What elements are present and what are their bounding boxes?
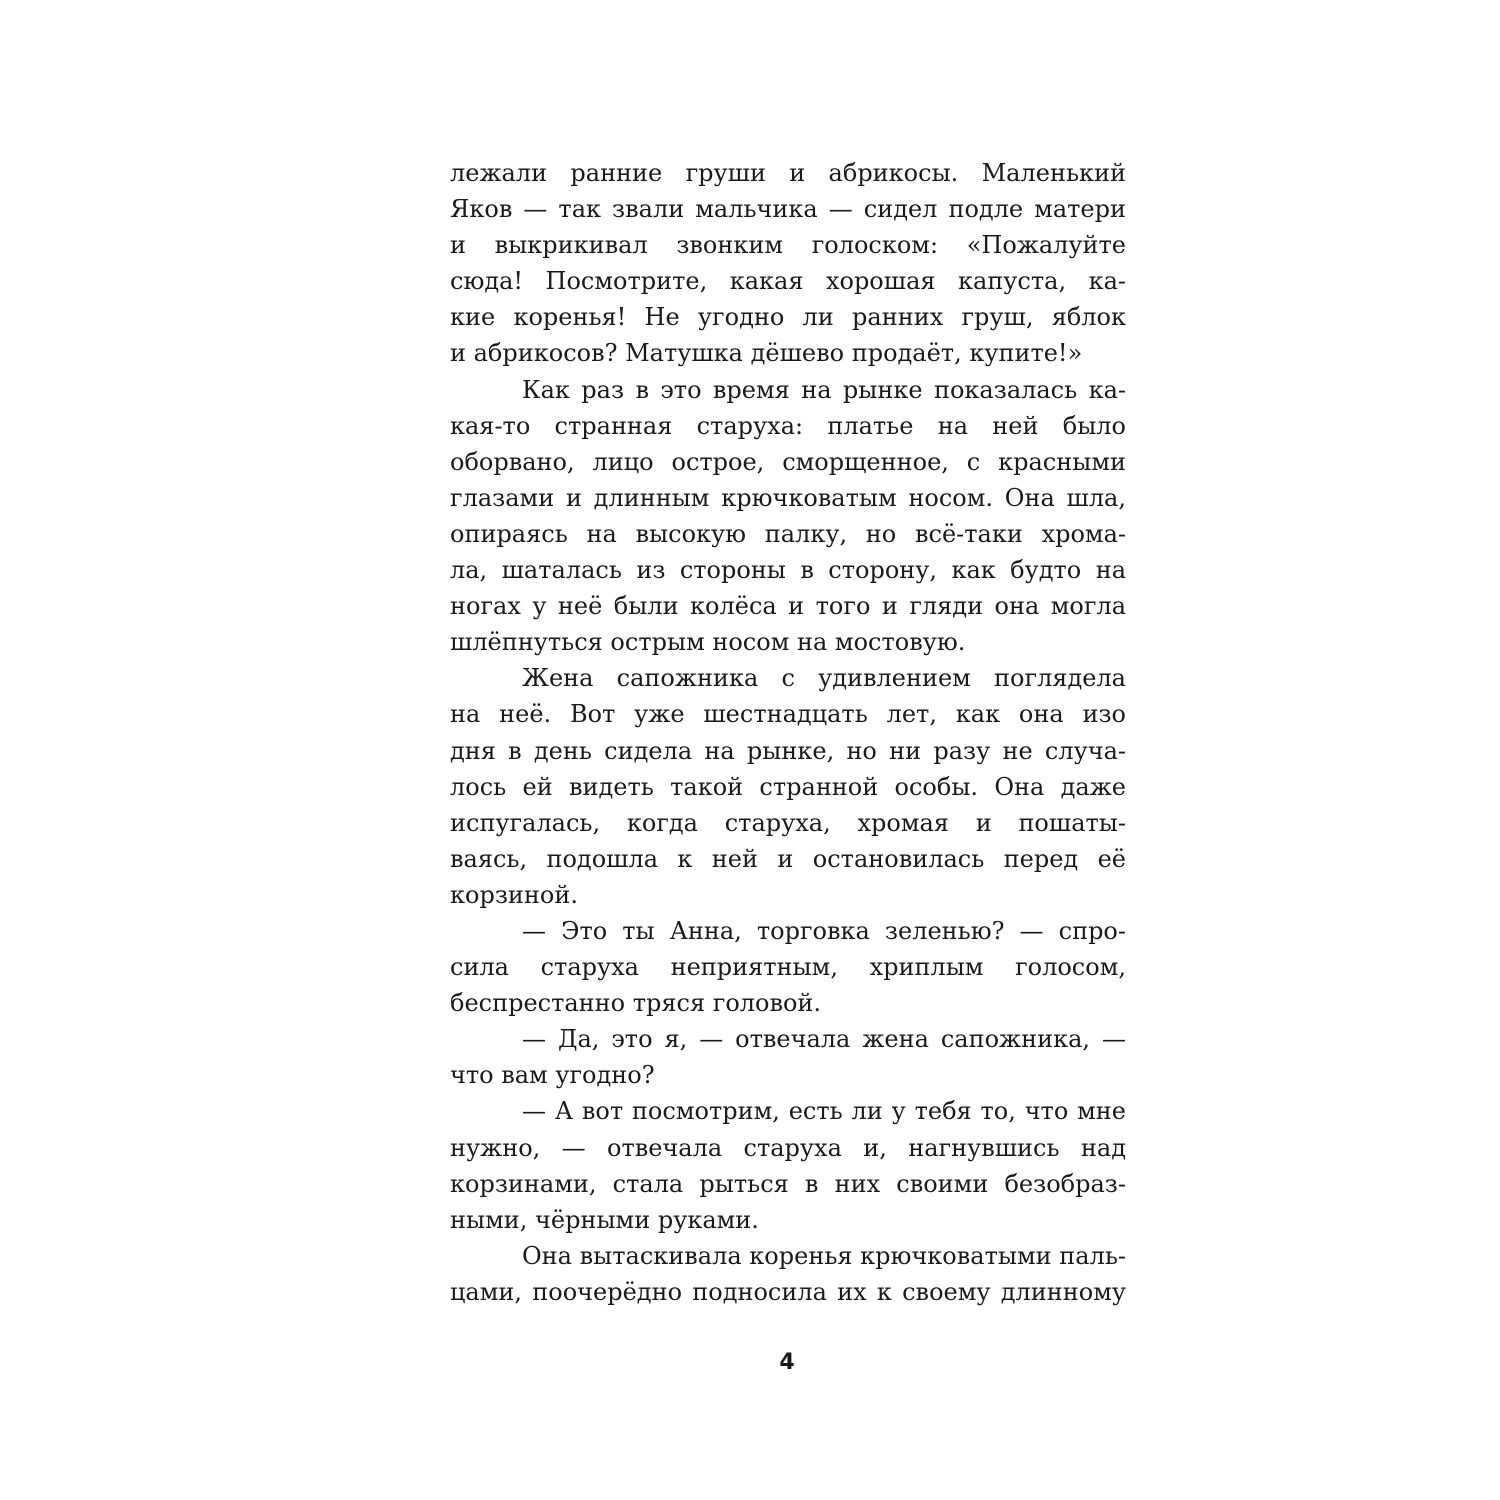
text-line: корзинами, стала рыться в них своими безобраз- — [450, 1169, 1126, 1198]
text-line: сюда! Посмотрите, какая хорошая капуста, ка- — [450, 267, 1126, 296]
text-line: и выкрикивал звонким голоском: «Пожалуйте — [450, 231, 1126, 260]
text-line: что вам угодно? — [450, 1061, 655, 1090]
text-line: сила старуха неприятным, хриплым голосом, — [450, 953, 1126, 982]
text-line: беспрестанно тряся головой. — [450, 989, 822, 1018]
text-line: — А вот посмотрим, есть ли у тебя то, что мне — [522, 1097, 1126, 1126]
text-line: лежали ранние груши и абрикосы. Маленький — [450, 159, 1126, 187]
text-line: ваясь, подошла к ней и остановилась перед её — [450, 844, 1126, 873]
text-line: нужно, — отвечала старуха и, нагнувшись над — [450, 1133, 1126, 1162]
text-line: кая-то странная старуха: платье на ней было — [450, 411, 1126, 440]
text-line: на неё. Вот уже шестнадцать лет, как она изо — [450, 700, 1126, 729]
text-line: Как раз в это время на рынке показалась ка- — [522, 375, 1126, 404]
text-line: испугалась, когда старуха, хромая и пошаты- — [450, 808, 1126, 837]
text-line: кие коренья! Не угодно ли ранних груш, яблок — [450, 303, 1126, 332]
text-line: шлёпнуться острым носом на мостовую. — [450, 628, 966, 657]
book-page-text — [450, 155, 1126, 1310]
text-line: ными, чёрными руками. — [450, 1205, 759, 1234]
text-line: дня в день сидела на рынке, но ни разу не случа- — [450, 736, 1126, 765]
text-line: глазами и длинным крючковатым носом. Она шла, — [450, 483, 1126, 512]
page-number: 4 — [779, 1350, 795, 1375]
text-line: корзиной. — [450, 880, 578, 909]
text-line: ногах у неё были колёса и того и гляди она могла — [450, 592, 1126, 621]
text-line: оборвано, лицо острое, сморщенное, с красными — [450, 447, 1126, 476]
text-line: и абрикосов? Матушка дёшево продаёт, купите!» — [450, 339, 1083, 368]
text-line: — Да, это я, — отвечала жена сапожника, — — [522, 1025, 1126, 1054]
text-line: цами, поочерёдно подносила их к своему длинному — [450, 1277, 1126, 1306]
text-line: — Это ты Анна, торговка зеленью? — спро- — [522, 916, 1126, 945]
text-line: лось ей видеть такой странной особы. Она даже — [450, 772, 1126, 801]
text-line: Она вытаскивала коренья крючковатыми паль- — [522, 1241, 1126, 1270]
text-line: опираясь на высокую палку, но всё-таки хрома- — [450, 519, 1126, 548]
text-line: Жена сапожника с удивлением поглядела — [522, 664, 1126, 693]
text-line: ла, шаталась из стороны в сторону, как будто на — [450, 556, 1126, 585]
text-line: Яков — так звали мальчика — сидел подле матери — [450, 195, 1126, 224]
